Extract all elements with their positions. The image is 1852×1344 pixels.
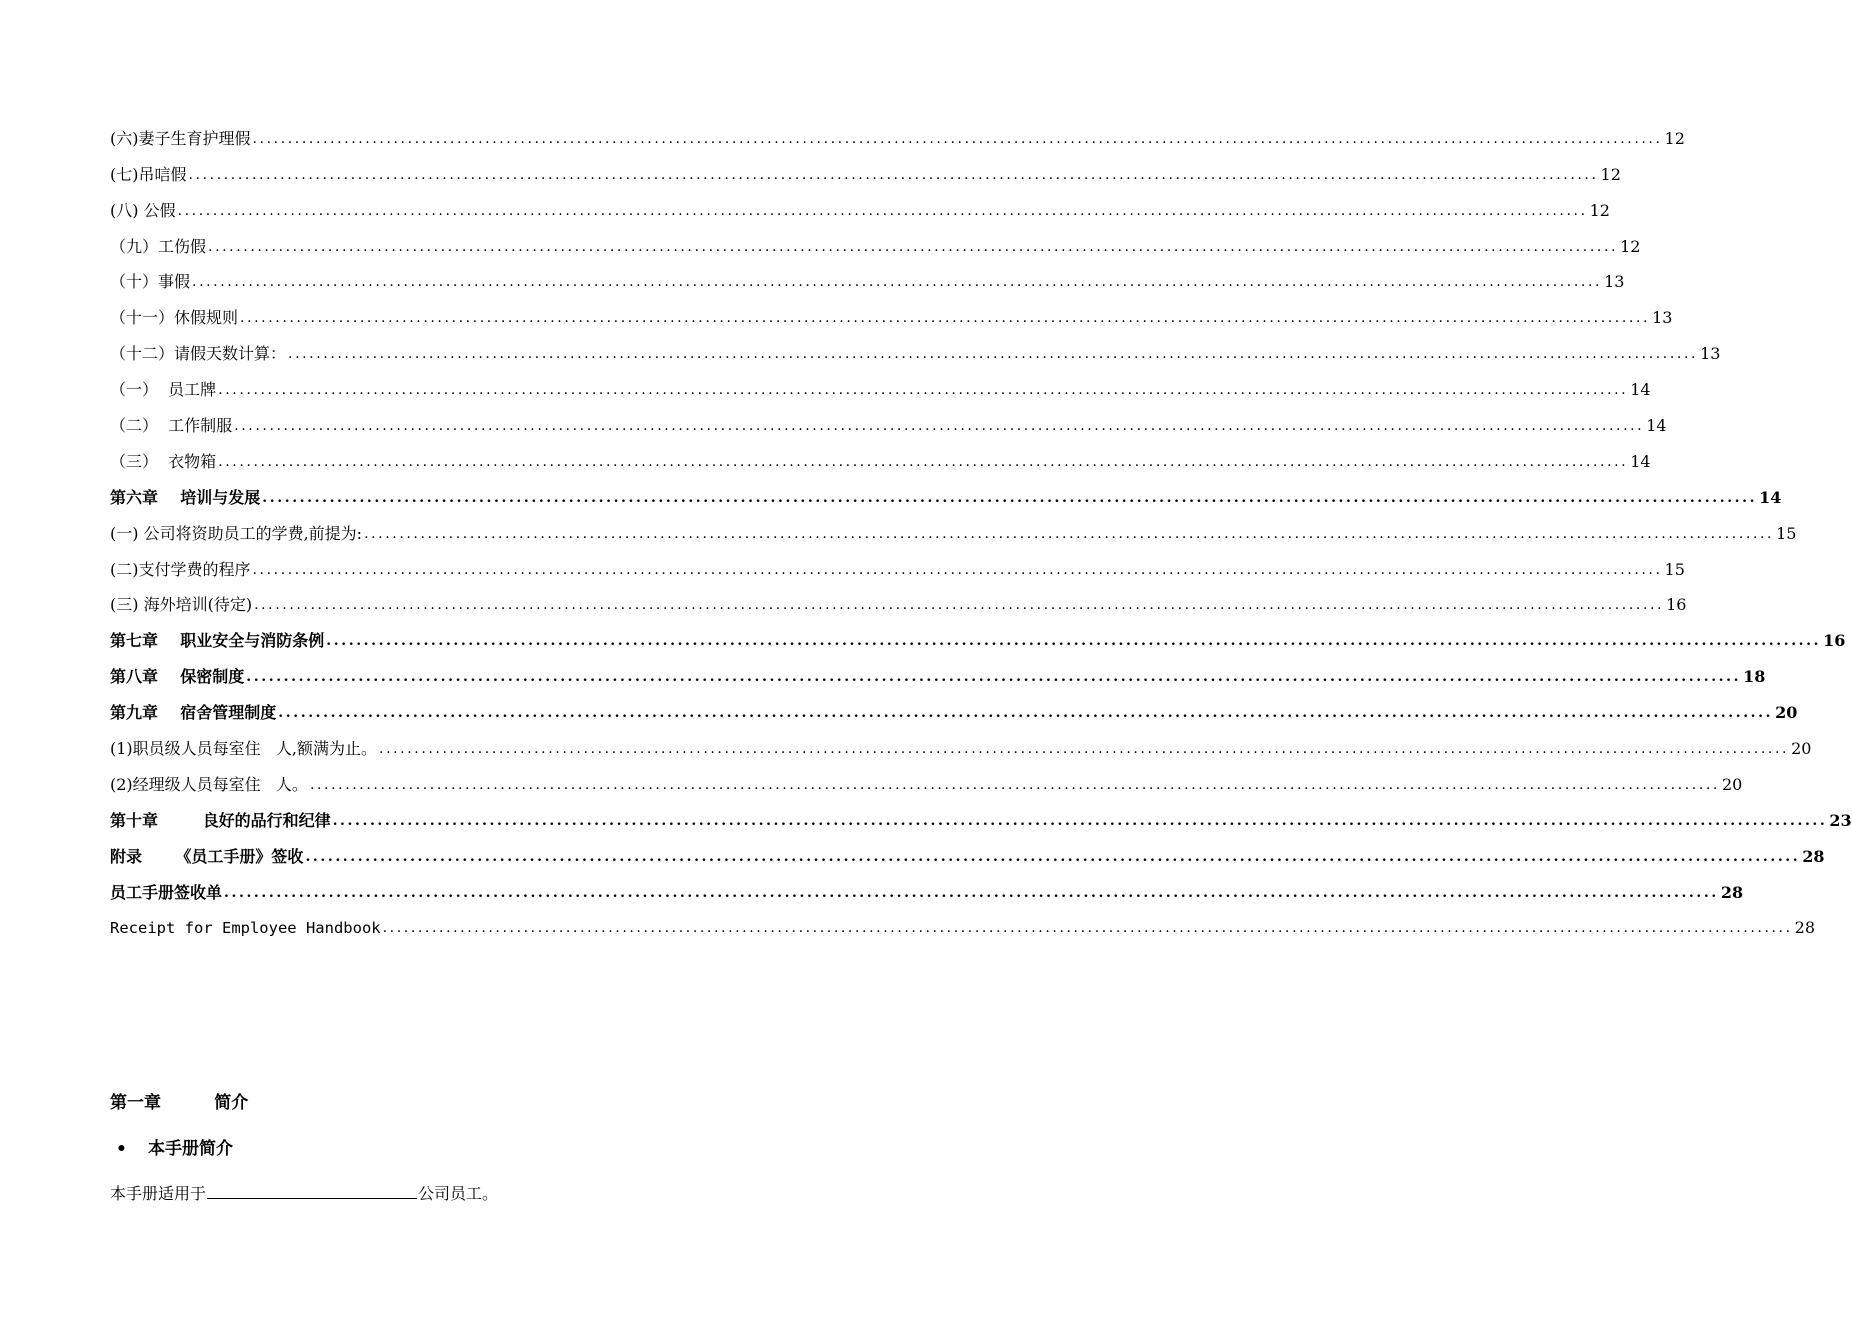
toc-entry-page: 14	[1630, 451, 1651, 471]
toc-entry-title: 员工手册签收单	[110, 882, 223, 902]
toc-entry[interactable]	[110, 185, 1610, 221]
toc-entry-page: 28	[1802, 846, 1825, 866]
toc-leader-dots: ........................................................................................................................................................................................................	[252, 130, 1663, 147]
toc-leader-dots: ........................................................................................................................................................................................................	[288, 346, 1699, 363]
toc-leader-dots: ........................................................................................................................................................................................................	[379, 741, 1790, 758]
toc-entry-title: （九）工伤假	[110, 236, 207, 256]
toc-entry-page: 15	[1776, 523, 1797, 543]
toc-entry-title: （一） 员工牌	[110, 380, 217, 400]
toc-entry[interactable]	[110, 580, 1687, 616]
toc-leader-dots: ........................................................................................................................................................................................................	[326, 633, 1822, 650]
toc-entry-page: 14	[1630, 380, 1651, 400]
toc-leader-dots: ........................................................................................................................................................................................................	[309, 776, 1720, 793]
toc-entry-page: 12	[1664, 128, 1685, 148]
body-paragraph	[110, 1181, 498, 1204]
toc-entry-page: 16	[1666, 595, 1687, 615]
bullet-icon: •	[116, 1139, 127, 1159]
toc-leader-dots: ........................................................................................................................................................................................................	[246, 669, 1742, 686]
toc-leader-dots: ........................................................................................................................................................................................................	[192, 274, 1603, 291]
toc-leader-dots: ........................................................................................................................................................................................................	[382, 920, 1793, 937]
toc-entry-title: 第八章 保密制度	[110, 667, 245, 687]
toc-entry-title: 第六章 培训与发展	[110, 487, 261, 507]
toc-entry[interactable]	[110, 831, 1825, 867]
toc-leader-dots: ........................................................................................................................................................................................................	[305, 848, 1801, 865]
toc-entry[interactable]	[110, 113, 1685, 149]
toc-entry[interactable]	[110, 257, 1625, 293]
toc-entry[interactable]	[110, 328, 1721, 364]
toc-entry-page: 18	[1743, 667, 1766, 687]
toc-entry-title: （十）事假	[110, 272, 191, 292]
toc-entry-page: 20	[1721, 774, 1743, 794]
toc-entry-title: (三) 海外培训(待定)	[110, 595, 253, 615]
toc-leader-dots: ........................................................................................................................................................................................................	[240, 310, 1651, 327]
toc-entry-title: （十二）请假天数计算：	[110, 344, 287, 364]
bullet-section-heading	[116, 1134, 233, 1159]
toc-entry-page: 12	[1589, 200, 1610, 220]
toc-entry-title: (1)职员级人员每室住 人,额满为止。	[110, 739, 378, 759]
toc-leader-dots: ........................................................................................................................................................................................................	[208, 238, 1619, 255]
toc-leader-dots: ........................................................................................................................................................................................................	[188, 166, 1599, 183]
bullet-heading-text: 本手册简介	[148, 1139, 233, 1159]
toc-leader-dots: ........................................................................................................................................................................................................	[278, 705, 1774, 722]
toc-entry-page: 14	[1759, 487, 1782, 507]
toc-entry-page: 23	[1829, 810, 1852, 830]
chapter-one-heading: 第一章 简介	[110, 1093, 249, 1113]
toc-leader-dots: ........................................................................................................................................................................................................	[252, 561, 1663, 578]
toc-leader-dots: ........................................................................................................................................................................................................	[177, 202, 1588, 219]
body-suffix: 公司员工。	[418, 1184, 499, 1203]
toc-leader-dots: ........................................................................................................................................................................................................	[254, 597, 1665, 614]
toc-entry-title: 第九章 宿舍管理制度	[110, 703, 277, 723]
toc-entry-page: 13	[1604, 272, 1625, 292]
toc-entry-page: 20	[1775, 703, 1798, 723]
toc-entry-title: (一) 公司将资助员工的学费,前提为:	[110, 523, 363, 543]
toc-entry-page: 15	[1664, 559, 1685, 579]
toc-entry[interactable]	[110, 364, 1651, 400]
toc-leader-dots: ........................................................................................................................................................................................................	[332, 812, 1828, 829]
toc-entry[interactable]	[110, 759, 1743, 795]
toc-leader-dots: ........................................................................................................................................................................................................	[234, 418, 1645, 435]
toc-entry[interactable]	[110, 292, 1673, 328]
toc-entry-title: (六)妻子生育护理假	[110, 128, 251, 148]
toc-entry-page: 16	[1823, 631, 1846, 651]
toc-entry[interactable]	[110, 867, 1744, 903]
toc-entry-title: （三） 衣物箱	[110, 451, 217, 471]
toc-entry-title: Receipt for Employee Handbook	[110, 919, 381, 938]
toc-entry-title: 第十章 良好的品行和纪律	[110, 810, 331, 830]
toc-entry-title: (七)吊唁假	[110, 164, 187, 184]
table-of-contents	[110, 113, 1852, 938]
company-name-blank	[207, 1182, 417, 1199]
toc-entry[interactable]	[110, 651, 1766, 687]
toc-entry[interactable]	[110, 472, 1782, 508]
toc-entry[interactable]	[110, 795, 1852, 831]
toc-entry[interactable]	[110, 221, 1641, 257]
toc-entry-title: (二)支付学费的程序	[110, 559, 251, 579]
toc-entry-page: 28	[1794, 918, 1816, 938]
toc-entry[interactable]	[110, 436, 1651, 472]
toc-entry[interactable]	[110, 615, 1846, 651]
toc-entry[interactable]	[110, 149, 1621, 185]
toc-entry-title: 第七章 职业安全与消防条例	[110, 631, 325, 651]
toc-entry-title: (2)经理级人员每室住 人。	[110, 774, 308, 794]
toc-leader-dots: ........................................................................................................................................................................................................	[262, 489, 1758, 506]
toc-entry-page: 28	[1720, 882, 1744, 902]
toc-leader-dots: ........................................................................................................................................................................................................	[218, 453, 1629, 470]
toc-entry[interactable]	[110, 544, 1685, 580]
toc-entry-title: （二） 工作制服	[110, 416, 233, 436]
toc-entry-page: 13	[1652, 308, 1673, 328]
toc-leader-dots: ........................................................................................................................................................................................................	[364, 525, 1775, 542]
toc-entry-title: 附录 《员工手册》签收	[110, 846, 304, 866]
toc-entry-page: 14	[1646, 416, 1667, 436]
toc-entry[interactable]	[110, 687, 1798, 723]
toc-leader-dots: ........................................................................................................................................................................................................	[224, 884, 1719, 901]
toc-entry-title: (八) 公假	[110, 200, 176, 220]
toc-entry[interactable]	[110, 400, 1667, 436]
toc-entry[interactable]	[110, 508, 1797, 544]
toc-entry-page: 20	[1791, 739, 1812, 759]
toc-entry[interactable]	[110, 723, 1812, 759]
toc-leader-dots: ........................................................................................................................................................................................................	[218, 382, 1629, 399]
toc-entry-page: 12	[1620, 236, 1641, 256]
toc-entry-page: 12	[1600, 164, 1621, 184]
toc-entry-page: 13	[1700, 344, 1721, 364]
body-prefix: 本手册适用于	[110, 1184, 207, 1203]
toc-entry[interactable]	[110, 903, 1816, 939]
toc-entry-title: （十一）休假规则	[110, 308, 239, 328]
